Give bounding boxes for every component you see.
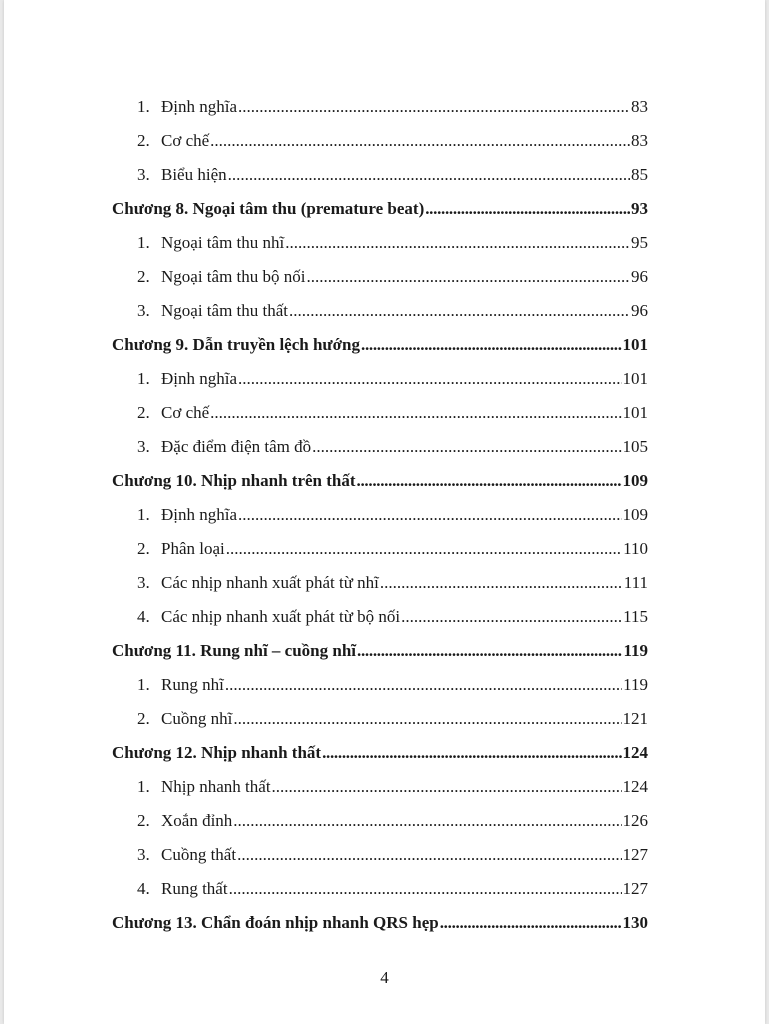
toc-chapter-title: Chương 8. Ngoại tâm thu (premature beat) [112,199,425,218]
toc-entry-number: 1. [137,233,150,252]
toc-entry [112,566,648,600]
toc-entry-title: Cuồng thất [161,845,237,864]
toc-entry-number: 3. [137,301,150,320]
toc-entry-number: 1. [137,777,150,796]
toc-leader-dots [357,464,622,498]
toc-entry-title: Cơ chế [161,403,210,422]
toc-leader-dots [233,702,621,736]
toc-entry [112,702,648,736]
toc-leader-dots [285,226,630,260]
toc-chapter-title: Chương 12. Nhịp nhanh thất [112,743,322,762]
toc-chapter [112,634,648,668]
toc-entry [112,124,648,158]
toc-entry-title: Cuồng nhĩ [161,709,233,728]
toc-entry-title: Phân loại [161,539,225,558]
toc-leader-dots [237,838,621,872]
toc-leader-dots [225,668,622,702]
toc-entry [112,872,648,906]
toc-entry-number: 2. [137,131,150,150]
toc-entry-number: 2. [137,709,150,728]
toc-entry-page: 85 [631,165,648,184]
toc-chapter-title: Chương 13. Chẩn đoán nhịp nhanh QRS hẹp [112,913,439,932]
toc-entry-number: 4. [137,607,150,626]
toc-chapter-page: 130 [622,913,648,932]
page-number: 4 [380,968,389,987]
toc-entry [112,430,648,464]
toc-leader-dots [440,906,622,940]
toc-entry-page: 96 [631,301,648,320]
toc-leader-dots [401,600,622,634]
toc-entry-number: 3. [137,845,150,864]
toc-leader-dots [226,532,622,566]
toc-entry [112,294,648,328]
toc-leader-dots [238,498,621,532]
toc-entry-page: 101 [622,403,648,422]
toc-entry-page: 95 [631,233,648,252]
toc-entry [112,90,648,124]
toc-leader-dots [272,770,622,804]
toc-entry [112,770,648,804]
toc-entry [112,838,648,872]
toc-chapter [112,906,648,940]
toc-entry-page: 110 [623,539,648,558]
toc-leader-dots [306,260,630,294]
toc-entry-title: Rung thất [161,879,228,898]
toc-entry-number: 2. [137,403,150,422]
toc-leader-dots [210,396,621,430]
toc-entry-page: 127 [622,845,648,864]
toc-entry [112,600,648,634]
toc-entry-title: Định nghĩa [161,97,238,116]
toc-entry-title: Các nhịp nhanh xuất phát từ nhĩ [161,573,379,592]
toc-entry [112,498,648,532]
toc-entry-number: 2. [137,267,150,286]
toc-chapter-page: 124 [622,743,648,762]
toc-entry-title: Định nghĩa [161,369,238,388]
toc-leader-dots [238,362,621,396]
toc-leader-dots [210,124,630,158]
toc-entry-number: 1. [137,369,150,388]
toc-chapter-title: Chương 11. Rung nhĩ – cuồng nhĩ [112,641,357,660]
toc-entry-number: 4. [137,879,150,898]
toc-leader-dots [228,158,630,192]
toc-entry-page: 124 [622,777,648,796]
toc-chapter-page: 101 [622,335,648,354]
toc-entry-page: 83 [631,97,648,116]
toc-entry-page: 111 [623,573,648,592]
toc-entry-number: 1. [137,97,150,116]
toc-chapter-title: Chương 9. Dẫn truyền lệch hướng [112,335,360,354]
document-page [4,0,765,1024]
toc-chapter [112,192,648,226]
toc-entry [112,804,648,838]
toc-entry-title: Ngoại tâm thu thất [161,301,289,320]
toc-entry-title: Các nhịp nhanh xuất phát từ bộ nối [161,607,401,626]
toc-leader-dots [233,804,621,838]
toc-entry-title: Định nghĩa [161,505,238,524]
toc-entry-title: Nhịp nhanh thất [161,777,271,796]
toc-entry-page: 109 [622,505,648,524]
toc-entry-page: 119 [623,675,648,694]
toc-chapter-page: 93 [631,199,648,218]
toc-chapter-title: Chương 10. Nhịp nhanh trên thất [112,471,356,490]
toc-leader-dots [380,566,623,600]
toc-entry [112,158,648,192]
toc-entry-number: 3. [137,573,150,592]
toc-leader-dots [425,192,630,226]
toc-leader-dots [238,90,630,124]
toc-entry-page: 96 [631,267,648,286]
toc-entry-title: Ngoại tâm thu nhĩ [161,233,285,252]
toc-entry-number: 2. [137,539,150,558]
toc-entry-number: 1. [137,675,150,694]
toc-entry [112,532,648,566]
toc-entry-page: 126 [622,811,648,830]
toc-entry [112,396,648,430]
toc-entry-page: 127 [622,879,648,898]
toc-leader-dots [289,294,630,328]
toc-entry-page: 115 [623,607,648,626]
toc-entry-title: Đặc điểm điện tâm đồ [161,437,312,456]
toc-chapter-page: 109 [622,471,648,490]
toc-entry-title: Rung nhĩ [161,675,224,694]
toc-entry-page: 83 [631,131,648,150]
toc-entry [112,260,648,294]
toc-entry [112,362,648,396]
toc-leader-dots [322,736,621,770]
toc-leader-dots [357,634,622,668]
toc-chapter [112,736,648,770]
toc-chapter-page: 119 [623,641,648,660]
toc-entry-number: 2. [137,811,150,830]
toc-leader-dots [229,872,622,906]
toc-entry-title: Biểu hiện [161,165,227,184]
toc-leader-dots [361,328,622,362]
toc-entry-page: 105 [622,437,648,456]
toc-entry-number: 1. [137,505,150,524]
toc-entry-title: Xoắn đỉnh [161,811,233,830]
toc-entry-number: 3. [137,165,150,184]
toc-entry-page: 101 [622,369,648,388]
toc-entry-title: Cơ chế [161,131,210,150]
toc-entry-number: 3. [137,437,150,456]
toc-entry-title: Ngoại tâm thu bộ nối [161,267,306,286]
toc-leader-dots [312,430,621,464]
toc-entry [112,668,648,702]
toc-entry-page: 121 [622,709,648,728]
toc-chapter [112,328,648,362]
table-of-contents [112,90,648,940]
toc-chapter [112,464,648,498]
toc-entry [112,226,648,260]
